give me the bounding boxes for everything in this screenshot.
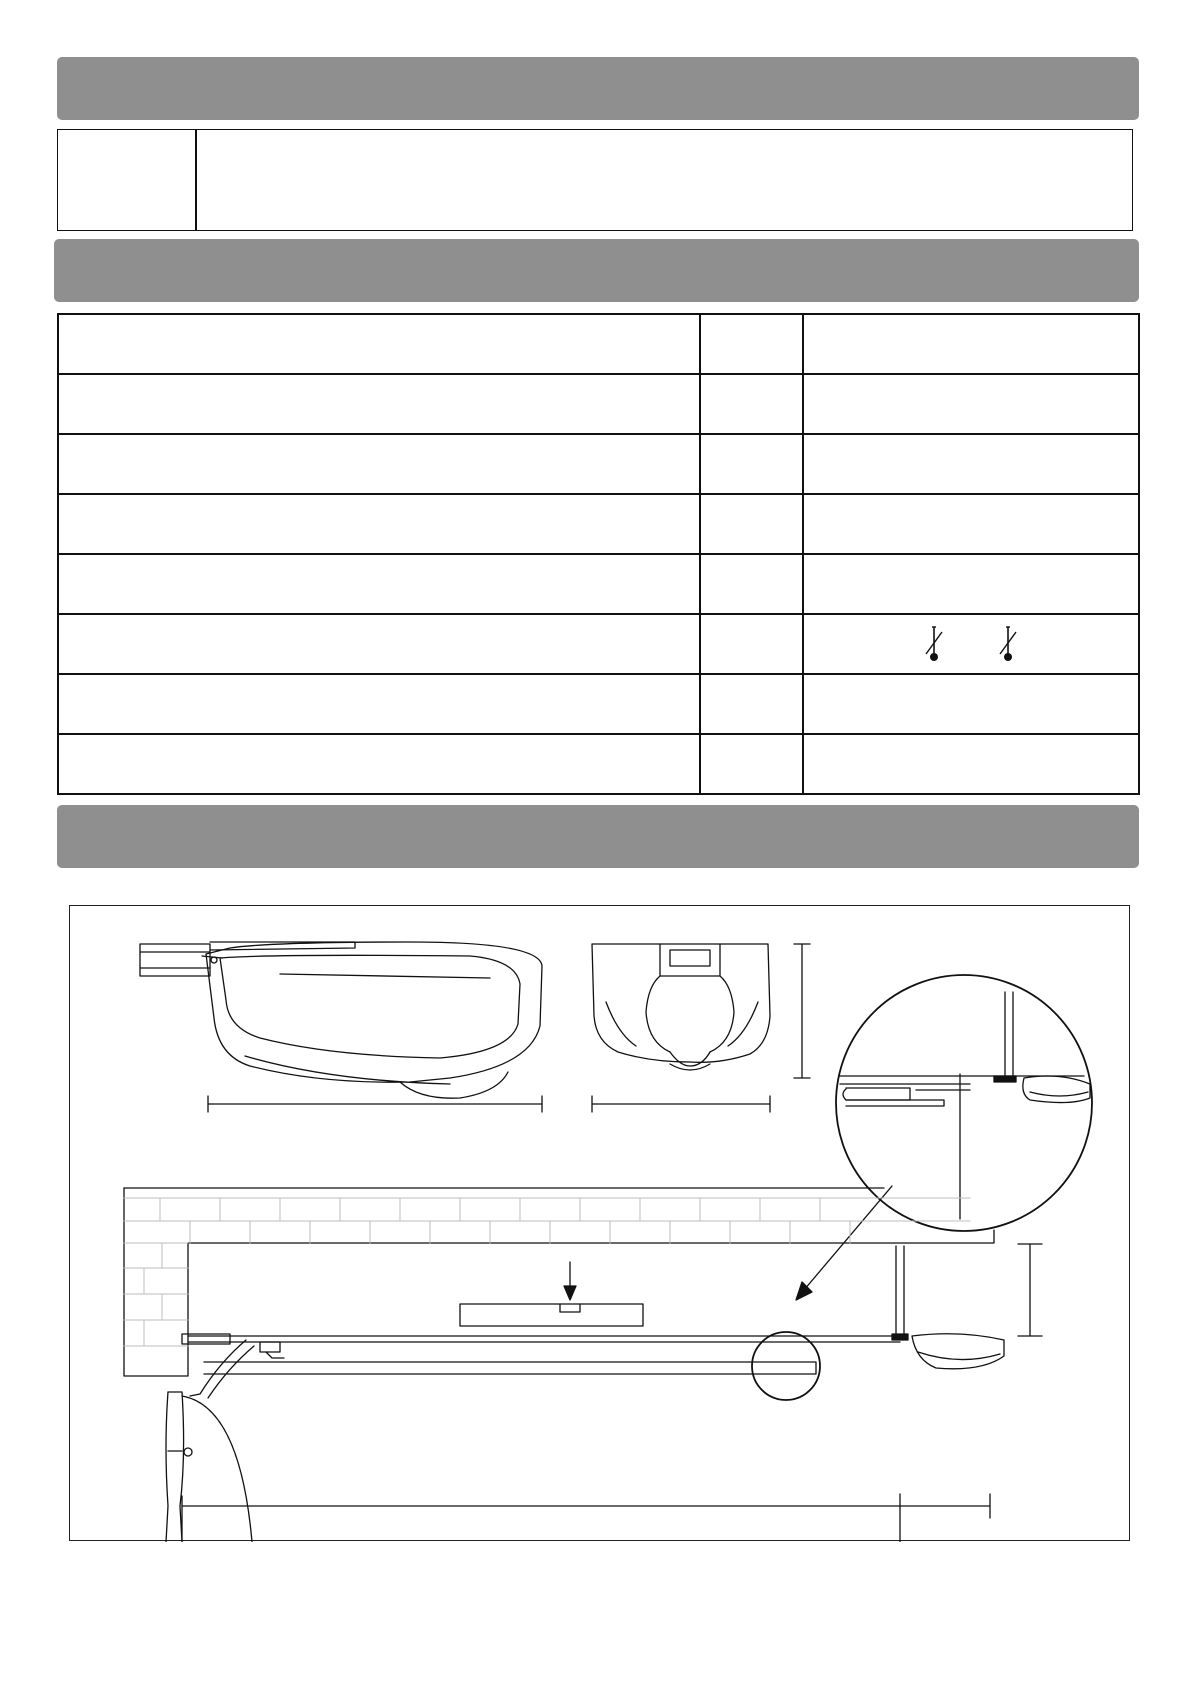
spec-name	[58, 314, 700, 374]
spec-name	[58, 494, 700, 554]
table-row	[58, 554, 1139, 614]
table-row	[58, 374, 1139, 434]
spec-unit	[700, 314, 803, 374]
dimension-length	[208, 1096, 542, 1112]
spec-unit	[700, 554, 803, 614]
motor-unit-side-view	[140, 942, 542, 1098]
table-row	[58, 314, 1139, 374]
table-row	[58, 494, 1139, 554]
spec-unit	[700, 734, 803, 794]
spec-table	[57, 313, 1140, 795]
spec-value	[803, 674, 1139, 734]
garage-door	[166, 1392, 252, 1542]
installation-diagram	[69, 905, 1130, 1541]
spec-value-temperature	[803, 614, 1139, 674]
spec-unit	[700, 434, 803, 494]
spec-value	[803, 554, 1139, 614]
dimension-width	[592, 1096, 770, 1112]
door-arm	[190, 1340, 284, 1398]
spec-name	[58, 374, 700, 434]
spec-name	[58, 554, 700, 614]
motor-unit-front-view	[592, 944, 770, 1070]
section-header-1	[57, 57, 1139, 120]
spec-name	[58, 614, 700, 674]
spec-name	[58, 734, 700, 794]
spec-unit	[700, 374, 803, 434]
spec-value	[803, 494, 1139, 554]
intro-box-text	[197, 130, 1132, 230]
spec-name	[58, 674, 700, 734]
section-header-3	[57, 805, 1139, 868]
intro-box	[57, 129, 1133, 231]
intro-box-label	[58, 130, 197, 230]
spec-value	[803, 434, 1139, 494]
dimension-height	[794, 944, 810, 1078]
ceiling-hanger	[892, 1246, 1004, 1369]
dimension-total-length	[182, 1494, 990, 1542]
spec-unit	[700, 674, 803, 734]
spec-unit	[700, 494, 803, 554]
ceiling-and-wall	[124, 1188, 994, 1376]
spec-value	[803, 734, 1139, 794]
spec-value	[803, 374, 1139, 434]
table-row	[58, 674, 1139, 734]
table-row	[58, 614, 1139, 674]
table-row	[58, 734, 1139, 794]
thermometer-min-icon	[923, 624, 945, 664]
spec-value	[803, 314, 1139, 374]
section-header-2	[54, 239, 1139, 302]
dimension-hanger-height	[1018, 1244, 1042, 1336]
installation-drawing	[70, 906, 1131, 1542]
spec-name	[58, 434, 700, 494]
spec-unit	[700, 614, 803, 674]
thermometer-max-icon	[997, 624, 1019, 664]
detail-zoom-circle	[836, 975, 1092, 1231]
table-row	[58, 434, 1139, 494]
opener-rail	[182, 1262, 900, 1374]
